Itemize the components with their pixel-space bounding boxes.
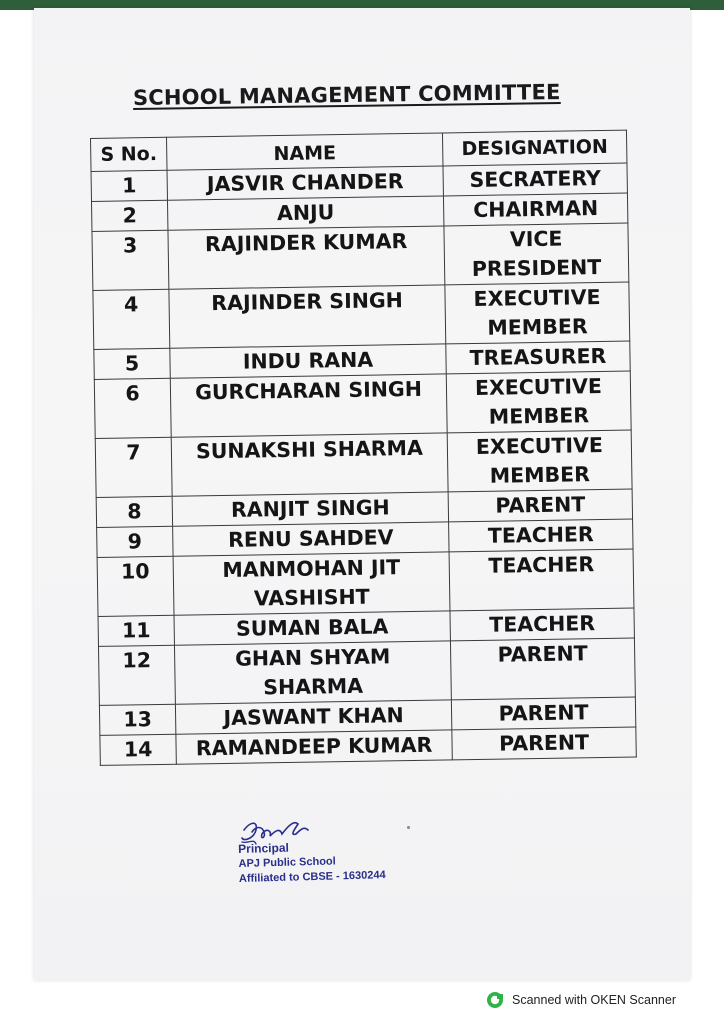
cell-designation (445, 282, 630, 344)
cell-name-text: GURCHARAN SINGH (194, 376, 423, 405)
cell-designation (444, 223, 629, 285)
cell-name (169, 285, 446, 348)
cell-name (171, 433, 448, 496)
cell-designation-text: TEACHER (487, 522, 594, 548)
cell-sno-text: 1 (121, 173, 137, 198)
table-row (95, 430, 632, 497)
document-title: SCHOOL MANAGEMENT COMMITTEE (132, 80, 561, 110)
cell-name-text: SUMAN BALA (235, 614, 389, 641)
cell-designation-text: PARENT (497, 641, 588, 667)
cell-name (167, 196, 443, 230)
stamp-line-2: APJ Public School (238, 855, 336, 870)
cell-sno (92, 230, 169, 290)
cell-designation (446, 341, 630, 374)
cell-sno-text: 9 (127, 529, 143, 554)
cell-sno (98, 645, 175, 705)
cell-name (173, 522, 449, 556)
scanner-watermark (486, 990, 676, 1010)
cell-sno (91, 200, 167, 231)
cell-sno (94, 378, 171, 438)
cell-sno (91, 170, 167, 201)
cell-sno-text: 14 (123, 737, 153, 762)
cell-sno-text: 7 (126, 440, 141, 465)
cell-designation (447, 430, 632, 492)
cell-sno (93, 289, 170, 349)
cell-name (174, 611, 450, 645)
cell-designation (446, 371, 631, 433)
cell-designation-text: TREASURER (469, 343, 607, 371)
cell-name-text: RAJINDER SINGH (211, 288, 404, 316)
committee-table (90, 130, 637, 766)
cell-designation-text: TEACHER (489, 611, 596, 637)
cell-designation (450, 638, 635, 700)
cell-sno-text: 2 (122, 203, 138, 228)
cell-name-text: RAJINDER KUMAR (204, 229, 408, 257)
table-row (94, 371, 631, 438)
cell-designation (451, 697, 635, 730)
cell-designation-text: TEACHER (488, 552, 595, 578)
stamp-line-1: Principal (238, 840, 290, 856)
cell-name-text: SHARMA (263, 673, 364, 700)
cell-sno-text: 3 (122, 233, 138, 258)
cell-sno (95, 437, 172, 497)
cell-name-text: JASWANT KHAN (223, 703, 404, 730)
cell-designation-text: CHAIRMAN (473, 196, 599, 222)
cell-name-text: VASHISHT (253, 584, 370, 611)
table-row (98, 638, 635, 705)
cell-designation-text: MEMBER (488, 403, 590, 429)
cell-sno-text: 8 (127, 499, 142, 524)
cell-designation (443, 163, 627, 196)
cell-name (170, 344, 446, 378)
cell-name (170, 374, 447, 437)
cell-sno-text: 5 (124, 351, 140, 376)
cell-designation (452, 727, 636, 760)
cell-designation (449, 549, 634, 611)
header-sno: S No. (91, 137, 168, 171)
cell-designation (443, 193, 627, 226)
scanner-text: Scanned with OKEN Scanner (512, 993, 676, 1007)
cell-sno (96, 496, 172, 527)
oken-scanner-logo-icon (486, 991, 504, 1009)
cell-name (168, 226, 445, 289)
cell-sno (99, 704, 175, 735)
cell-name-text: JASVIR CHANDER (206, 169, 404, 197)
table-row (93, 282, 630, 349)
cell-designation (449, 519, 633, 552)
cell-designation-text: PARENT (498, 730, 590, 756)
cell-designation-text: EXECUTIVE (475, 432, 604, 459)
cell-sno-text: 6 (125, 381, 140, 406)
ink-dot (407, 826, 410, 829)
cell-designation-text: EXECUTIVE (474, 373, 603, 400)
cell-name-text: RAMANDEEP KUMAR (195, 732, 433, 761)
principal-stamp (238, 838, 386, 887)
cell-sno (98, 615, 174, 646)
cell-sno (94, 348, 170, 379)
cell-name-text: INDU RANA (242, 347, 374, 374)
table-row (92, 223, 629, 290)
stamp-line-3: Affiliated to CBSE - 1630244 (238, 869, 386, 885)
cell-sno (97, 556, 174, 616)
cell-designation (450, 608, 634, 641)
cell-designation-text: PARENT (495, 492, 586, 518)
cell-designation-text: VICE (509, 226, 563, 252)
header-designation: DESIGNATION (442, 130, 626, 166)
cell-sno-text: 12 (122, 648, 152, 673)
cell-name (173, 552, 450, 615)
cell-name-text: GHAN SHYAM (234, 644, 391, 671)
header-name: NAME (166, 133, 442, 170)
cell-designation-text: MEMBER (489, 462, 591, 488)
cell-name (167, 166, 443, 200)
cell-designation-text: MEMBER (487, 314, 588, 340)
cell-name-text: RANJIT SINGH (230, 495, 390, 522)
cell-name-text: RENU SAHDEV (227, 525, 394, 552)
cell-sno-text: 4 (123, 292, 139, 317)
cell-sno-text: 13 (123, 707, 153, 732)
cell-name (174, 641, 451, 704)
cell-name-text: SUNAKSHI SHARMA (195, 435, 424, 464)
cell-designation (448, 489, 632, 522)
cell-name-text: ANJU (276, 200, 335, 226)
cell-designation-text: PRESIDENT (471, 254, 602, 282)
cell-sno (97, 526, 173, 557)
cell-designation-text: EXECUTIVE (473, 285, 601, 311)
table-row (97, 549, 634, 616)
cell-name-text: MANMOHAN JIT (222, 555, 401, 582)
cell-designation-text: PARENT (498, 700, 589, 726)
cell-name (172, 492, 448, 526)
cell-sno-text: 11 (121, 618, 151, 643)
cell-sno (100, 734, 176, 765)
cell-name (175, 700, 451, 734)
cell-designation-text: SECRATERY (469, 165, 602, 193)
committee-table-wrapper (90, 130, 637, 766)
cell-name (176, 730, 452, 764)
cell-sno-text: 10 (120, 559, 150, 584)
